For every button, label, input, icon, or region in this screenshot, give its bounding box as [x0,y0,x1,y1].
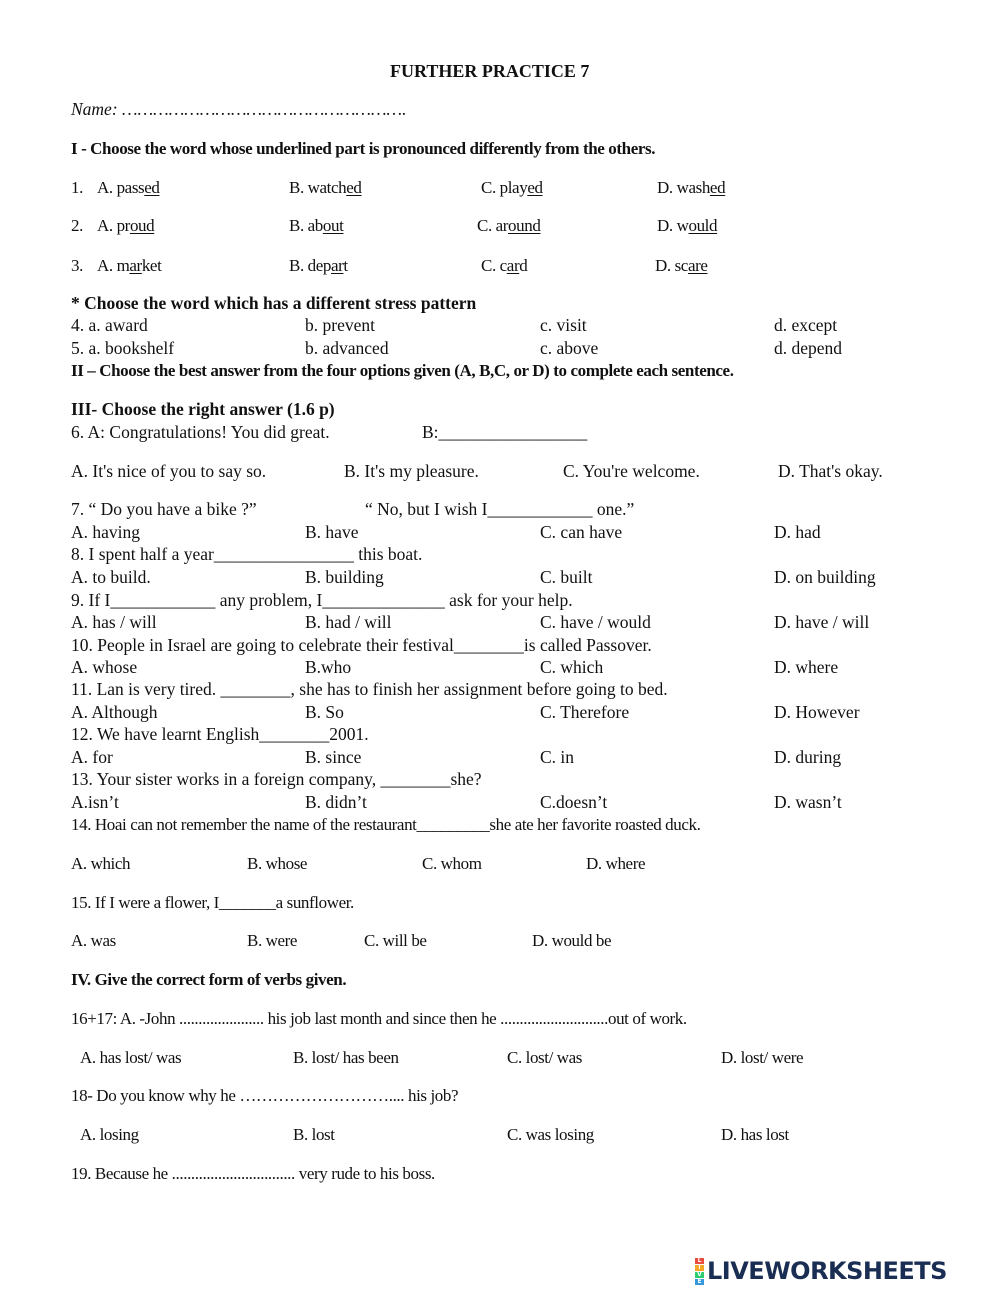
q9-question: 9. If I____________ any problem, I______________ ask for your help. [71,590,573,610]
section-2-heading: II – Choose the best answer from the four options given (A, B,C, or D) to complete each sentence. [71,361,734,380]
logo-mark-letter: I [695,1265,704,1271]
q15-option-d: D. would be [532,931,612,950]
q18-option-c: C. was losing [507,1125,594,1144]
q14-option-c: C. whom [422,854,482,873]
q11-question: 11. Lan is very tired. ________, she has to finish her assignment before going to bed. [71,679,668,699]
q12-option-a: A. for [71,747,113,767]
pron-1-option-c: C. played [481,178,543,197]
pron-2-option-d: D. would [657,216,718,235]
pron-3-option-c: C. card [481,256,528,275]
q12-option-d: D. during [774,747,842,767]
q16-option-d: D. lost/ were [721,1048,804,1067]
q7-option-a: A. having [71,522,141,542]
q10-option-b: B.who [305,657,352,677]
q19-question: 19. Because he ................................ very rude to his boss. [71,1164,435,1183]
pron-1-option-a: A. passed [97,178,160,197]
q18-option-a: A. losing [80,1125,139,1144]
pron-2-option-b: B. about [289,216,344,235]
q9-option-c: C. have / would [540,612,651,632]
q13-option-d: D. wasn’t [774,792,842,812]
q6-response: B:_________________ [422,422,588,442]
stress-5-option-a: 5. a. bookshelf [71,338,175,358]
q11-option-b: B. So [305,702,344,722]
pron-2-option-a: A. proud [97,216,155,235]
q8-option-c: C. built [540,567,593,587]
pron-3-option-d: D. scare [655,256,708,275]
pron-1-num: 1. [71,178,83,197]
stress-4-option-a: 4. a. award [71,315,148,335]
q14-option-a: A. which [71,854,131,873]
q12-option-b: B. since [305,747,362,767]
pron-1-option-b: B. watched [289,178,362,197]
q14-option-d: D. where [586,854,646,873]
q8-option-d: D. on building [774,567,876,587]
stress-5-option-b: b. advanced [305,338,389,358]
q16-question: 16+17: A. -John ...................... his job last month and since then he ............................out of work. [71,1009,687,1028]
stress-heading: * Choose the word which has a different stress pattern [71,293,477,313]
q7-option-b: B. have [305,522,359,542]
q7-option-d: D. had [774,522,821,542]
pron-1-option-d: D. washed [657,178,726,197]
q11-option-d: D. However [774,702,860,722]
q15-option-b: B. were [247,931,298,950]
q10-option-d: D. where [774,657,839,677]
q10-option-c: C. which [540,657,604,677]
q12-option-c: C. in [540,747,575,767]
pron-3-num: 3. [71,256,83,275]
q11-option-c: C. Therefore [540,702,630,722]
q6-option-b: B. It's my pleasure. [344,461,479,481]
q15-question: 15. If I were a flower, I_______a sunflower. [71,893,354,912]
q6-option-d: D. That's okay. [778,461,883,481]
pron-3-option-b: B. depart [289,256,348,275]
q9-option-d: D. have / will [774,612,870,632]
q18-option-d: D. has lost [721,1125,789,1144]
q6-option-a: A. It's nice of you to say so. [71,461,267,481]
stress-4-option-c: c. visit [540,315,587,335]
q18-option-b: B. lost [293,1125,335,1144]
q16-option-b: B. lost/ has been [293,1048,399,1067]
stress-5-option-c: c. above [540,338,599,358]
section-4-heading: IV. Give the correct form of verbs given. [71,970,347,989]
q13-option-a: A.isn’t [71,792,119,812]
q13-option-b: B. didn’t [305,792,367,812]
pron-3-option-a: A. market [97,256,162,275]
q10-option-a: A. whose [71,657,138,677]
q12-question: 12. We have learnt English________2001. [71,724,369,744]
q7-option-c: C. can have [540,522,623,542]
q15-option-c: C. will be [364,931,427,950]
name-line: Name: ………………………………………………. [71,99,407,119]
q9-option-b: B. had / will [305,612,392,632]
page-title: FURTHER PRACTICE 7 [390,61,590,81]
q15-option-a: A. was [71,931,116,950]
stress-4-option-b: b. prevent [305,315,375,335]
q13-option-c: C.doesn’t [540,792,608,812]
q14-question: 14. Hoai can not remember the name of the restaurant_________she ate her favorite roasted duck. [71,815,701,834]
q10-question: 10. People in Israel are going to celebrate their festival________is called Passover. [71,635,652,655]
q6-option-c: C. You're welcome. [563,461,700,481]
q9-option-a: A. has / will [71,612,157,632]
logo-text: LIVEWORKSHEETS [707,1257,947,1285]
section-1-heading: I - Choose the word whose underlined part is pronounced differently from the others. [71,139,656,158]
logo-mark-letter: E [695,1279,704,1285]
q16-option-c: C. lost/ was [507,1048,583,1067]
q16-option-a: A. has lost/ was [80,1048,182,1067]
q14-option-b: B. whose [247,854,308,873]
q18-question: 18- Do you know why he ……………………….... his job? [71,1086,459,1105]
logo-mark-icon [695,1258,704,1285]
logo-mark-letter: V [695,1272,704,1278]
q7-response: “ No, but I wish I____________ one.” [365,499,635,519]
pron-2-option-c: C. around [477,216,541,235]
section-3-heading: III- Choose the right answer (1.6 p) [71,399,335,419]
liveworksheets-logo [695,1256,947,1286]
q8-option-a: A. to build. [71,567,151,587]
q7-question: 7. “ Do you have a bike ?” [71,499,257,519]
stress-5-option-d: d. depend [774,338,843,358]
q8-question: 8. I spent half a year________________ this boat. [71,544,423,564]
q13-question: 13. Your sister works in a foreign company, ________she? [71,769,482,789]
q11-option-a: A. Although [71,702,158,722]
pron-2-num: 2. [71,216,83,235]
q6-question: 6. A: Congratulations! You did great. [71,422,330,442]
stress-4-option-d: d. except [774,315,838,335]
q8-option-b: B. building [305,567,384,587]
logo-mark-letter: L [695,1258,704,1264]
